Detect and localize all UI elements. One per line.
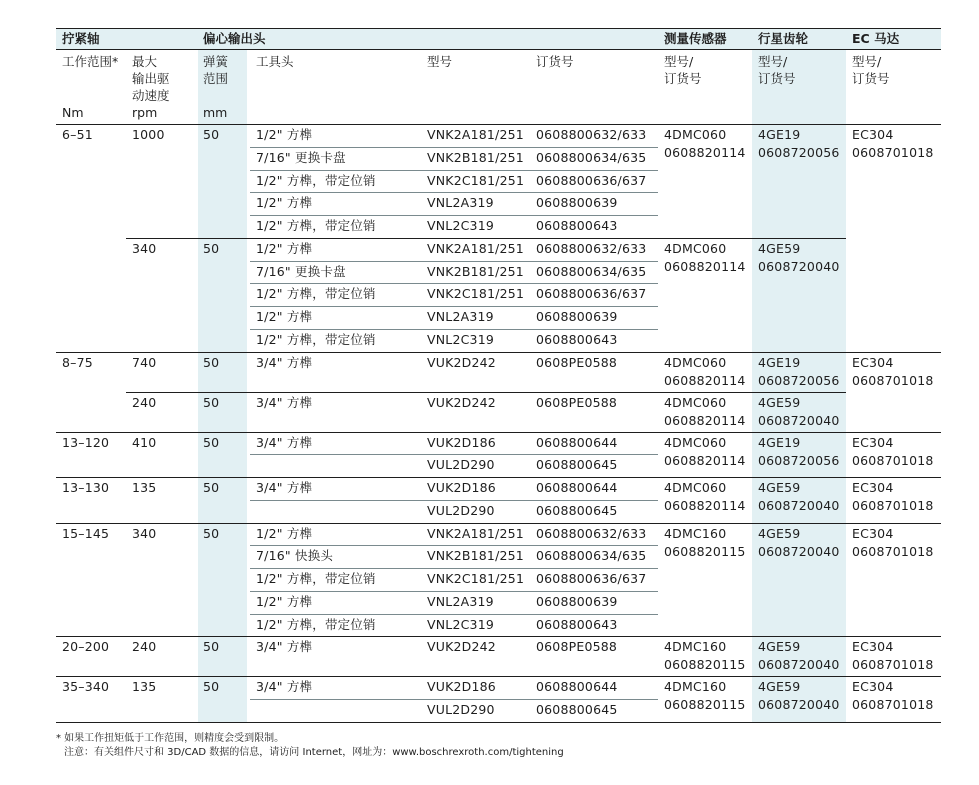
torque-range-cell: 15–145 xyxy=(62,525,110,541)
column-label: 工作范围* xyxy=(62,54,119,69)
sensor-model-cell: 4DMC060 xyxy=(664,240,727,256)
column-label: 最大 输出驱 动速度 xyxy=(132,54,170,103)
group-title: 拧紧轴 xyxy=(62,31,100,46)
gear-order-cell: 0608720056 xyxy=(758,452,840,468)
column-label: 弹簧 范围 xyxy=(203,54,229,86)
model-cell: VUK2D242 xyxy=(427,639,496,655)
sensor-order-cell: 0608820114 xyxy=(664,145,746,160)
tool-head-cell: 1/2" 方榫 xyxy=(256,525,313,541)
row-group-rule xyxy=(56,477,941,478)
sub-row-rule xyxy=(250,614,658,615)
order-number-cell: 0608800632/633 xyxy=(536,525,647,541)
gear-model-cell: 4GE59 xyxy=(758,480,801,495)
order-number-cell: 0608800645 xyxy=(536,502,618,518)
gear-order-cell: 0608720040 xyxy=(758,498,840,513)
column-header-rule xyxy=(56,124,941,125)
column-unit: rpm xyxy=(132,105,158,120)
sub-row-rule xyxy=(250,215,658,216)
gear-model-cell: 4GE59 xyxy=(758,679,801,695)
order-number-cell: 0608800634/635 xyxy=(536,548,647,564)
tool-head-cell: 1/2" 方榫 xyxy=(256,195,313,211)
model-cell: VUK2D242 xyxy=(427,394,496,410)
group-title: EC 马达 xyxy=(852,31,900,46)
order-number-cell: 0608800644 xyxy=(536,480,618,495)
torque-range-cell: 13–120 xyxy=(62,434,110,450)
column-label: 订货号 xyxy=(536,54,574,69)
sensor-model-cell: 4DMC060 xyxy=(664,480,727,495)
speed-cell: 240 xyxy=(132,639,157,655)
sensor-order-cell: 0608820114 xyxy=(664,498,746,513)
tool-head-cell: 1/2" 方榫 xyxy=(256,240,313,256)
sensor-order-cell: 0608820114 xyxy=(664,412,746,428)
row-group-rule xyxy=(56,523,941,524)
row-group-rule xyxy=(56,432,941,433)
group-title: 测量传感器 xyxy=(664,31,727,46)
order-number-cell: 0608800636/637 xyxy=(536,172,647,188)
tool-head-cell: 1/2" 方榫 xyxy=(256,309,313,324)
tool-head-cell: 3/4" 方榫 xyxy=(256,394,313,410)
model-cell: VNK2C181/251 xyxy=(427,286,525,302)
gear-model-cell: 4GE59 xyxy=(758,394,801,410)
gear-order-cell: 0608720040 xyxy=(758,657,840,673)
motor-order-cell: 0608701018 xyxy=(852,498,934,513)
tool-head-cell: 3/4" 方榫 xyxy=(256,639,313,655)
tool-head-cell: 1/2" 方榫，带定位销 xyxy=(256,616,376,632)
sub-row-rule xyxy=(250,500,658,501)
model-cell: VNL2A319 xyxy=(427,195,494,211)
order-number-cell: 0608800636/637 xyxy=(536,571,647,586)
model-cell: VNK2A181/251 xyxy=(427,240,524,256)
order-number-cell: 0608800643 xyxy=(536,331,618,347)
sensor-order-cell: 0608820115 xyxy=(664,657,746,673)
order-number-cell: 0608800644 xyxy=(536,434,618,450)
order-number-cell: 0608800644 xyxy=(536,679,618,695)
sensor-order-cell: 0608820115 xyxy=(664,543,746,559)
speed-cell: 340 xyxy=(132,525,157,541)
gear-model-cell: 4GE19 xyxy=(758,354,801,370)
order-number-cell: 0608800645 xyxy=(536,702,618,717)
gear-model-cell: 4GE19 xyxy=(758,434,801,450)
tool-head-cell: 7/16" 快换头 xyxy=(256,548,334,564)
table-bottom-rule xyxy=(56,722,941,723)
spring-cell: 50 xyxy=(203,240,220,256)
sensor-model-cell: 4DMC160 xyxy=(664,639,727,655)
order-number-cell: 0608800643 xyxy=(536,616,618,632)
speed-cell: 135 xyxy=(132,679,157,695)
order-number-cell: 0608800632/633 xyxy=(536,127,647,142)
model-cell: VUL2D290 xyxy=(427,702,495,717)
tool-head-cell: 1/2" 方榫，带定位销 xyxy=(256,172,376,188)
column-label: 型号/ 订货号 xyxy=(852,54,890,86)
tool-head-cell: 3/4" 方榫 xyxy=(256,354,313,370)
spring-cell: 50 xyxy=(203,394,220,410)
motor-order-cell: 0608701018 xyxy=(852,145,934,160)
torque-range-cell: 20–200 xyxy=(62,639,110,655)
order-number-cell: 0608800632/633 xyxy=(536,240,647,256)
table-top-rule xyxy=(56,28,941,29)
spring-cell: 50 xyxy=(203,639,220,655)
sensor-order-cell: 0608820114 xyxy=(664,372,746,388)
sub-row-rule xyxy=(250,545,658,546)
speed-cell: 340 xyxy=(132,240,157,256)
model-cell: VNL2A319 xyxy=(427,593,494,609)
motor-model-cell: EC304 xyxy=(852,434,894,450)
column-label: 工具头 xyxy=(256,54,294,69)
motor-order-cell: 0608701018 xyxy=(852,657,934,673)
motor-model-cell: EC304 xyxy=(852,679,894,695)
sub-row-rule xyxy=(250,568,658,569)
speed-cell: 740 xyxy=(132,354,157,370)
model-cell: VUK2D186 xyxy=(427,480,496,495)
spring-cell: 50 xyxy=(203,354,220,370)
column-label: 型号/ 订货号 xyxy=(758,54,796,86)
tool-head-cell: 1/2" 方榫 xyxy=(256,127,313,142)
model-cell: VNL2A319 xyxy=(427,309,494,324)
model-cell: VNL2C319 xyxy=(427,218,495,233)
motor-model-cell: EC304 xyxy=(852,639,894,655)
row-group-rule xyxy=(56,636,941,637)
column-label: 型号/ 订货号 xyxy=(664,54,702,86)
sub-row-rule xyxy=(250,283,658,284)
order-number-cell: 0608800643 xyxy=(536,218,618,233)
torque-range-cell: 35–340 xyxy=(62,679,110,695)
tool-head-cell: 7/16" 更换卡盘 xyxy=(256,263,346,279)
column-unit: Nm xyxy=(62,105,84,120)
gear-model-cell: 4GE19 xyxy=(758,127,801,142)
order-number-cell: 0608800639 xyxy=(536,195,618,211)
motor-order-cell: 0608701018 xyxy=(852,372,934,388)
group-title: 偏心输出头 xyxy=(203,31,266,46)
column-label: 型号 xyxy=(427,54,453,69)
group-title: 行星齿轮 xyxy=(758,31,809,46)
gear-model-cell: 4GE59 xyxy=(758,639,801,655)
sensor-model-cell: 4DMC060 xyxy=(664,354,727,370)
gear-order-cell: 0608720056 xyxy=(758,372,840,388)
gear-order-cell: 0608720040 xyxy=(758,258,840,274)
order-number-cell: 0608PE0588 xyxy=(536,394,618,410)
spring-cell: 50 xyxy=(203,525,220,541)
spring-cell: 50 xyxy=(203,480,220,495)
spring-cell: 50 xyxy=(203,679,220,695)
model-cell: VNK2A181/251 xyxy=(427,525,524,541)
row-group-rule xyxy=(56,676,941,677)
model-cell: VUL2D290 xyxy=(427,502,495,518)
speed-cell: 1000 xyxy=(132,127,165,142)
sensor-model-cell: 4DMC060 xyxy=(664,434,727,450)
model-cell: VUK2D242 xyxy=(427,354,496,370)
sensor-order-cell: 0608820114 xyxy=(664,258,746,274)
sub-row-rule xyxy=(250,192,658,193)
torque-range-cell: 8–75 xyxy=(62,354,93,370)
order-number-cell: 0608800639 xyxy=(536,593,618,609)
motor-model-cell: EC304 xyxy=(852,354,894,370)
sub-row-rule xyxy=(250,170,658,171)
model-cell: VNK2B181/251 xyxy=(427,149,524,165)
motor-model-cell: EC304 xyxy=(852,480,894,495)
tool-head-cell: 1/2" 方榫，带定位销 xyxy=(256,286,376,302)
tool-head-cell: 3/4" 方榫 xyxy=(256,434,313,450)
gear-order-cell: 0608720040 xyxy=(758,543,840,559)
motor-model-cell: EC304 xyxy=(852,127,894,142)
tool-head-cell: 1/2" 方榫，带定位销 xyxy=(256,331,376,347)
sensor-model-cell: 4DMC060 xyxy=(664,127,727,142)
sub-row-rule xyxy=(250,329,658,330)
sub-row-rule xyxy=(250,454,658,455)
model-cell: VNK2C181/251 xyxy=(427,571,525,586)
tool-head-cell: 1/2" 方榫，带定位销 xyxy=(256,571,376,586)
row-rule xyxy=(126,392,846,393)
order-number-cell: 0608800634/635 xyxy=(536,263,647,279)
order-number-cell: 0608800634/635 xyxy=(536,149,647,165)
model-cell: VUK2D186 xyxy=(427,679,496,695)
spring-cell: 50 xyxy=(203,127,220,142)
sensor-model-cell: 4DMC060 xyxy=(664,394,727,410)
row-rule xyxy=(126,238,846,239)
order-number-cell: 0608800645 xyxy=(536,457,618,473)
footnote-cad-link: 注意：有关组件尺寸和 3D/CAD 数据的信息，请访问 Internet，网址为：www.boschrexroth.com/tightening xyxy=(64,746,564,758)
tool-head-cell: 1/2" 方榫 xyxy=(256,593,313,609)
torque-range-cell: 13–130 xyxy=(62,480,110,495)
sub-row-rule xyxy=(250,306,658,307)
model-cell: VNK2B181/251 xyxy=(427,548,524,564)
model-cell: VNK2A181/251 xyxy=(427,127,524,142)
motor-order-cell: 0608701018 xyxy=(852,452,934,468)
order-number-cell: 0608PE0588 xyxy=(536,639,618,655)
torque-range-cell: 6–51 xyxy=(62,127,93,142)
model-cell: VUL2D290 xyxy=(427,457,495,473)
sensor-order-cell: 0608820114 xyxy=(664,452,746,468)
tool-head-cell: 1/2" 方榫，带定位销 xyxy=(256,218,376,233)
sensor-model-cell: 4DMC160 xyxy=(664,679,727,695)
row-group-rule xyxy=(56,352,941,353)
gear-model-cell: 4GE59 xyxy=(758,525,801,541)
gear-order-cell: 0608720040 xyxy=(758,412,840,428)
gear-order-cell: 0608720040 xyxy=(758,697,840,713)
order-number-cell: 0608PE0588 xyxy=(536,354,618,370)
tool-head-cell: 7/16" 更换卡盘 xyxy=(256,149,346,165)
model-cell: VNK2C181/251 xyxy=(427,172,525,188)
sub-row-rule xyxy=(250,591,658,592)
motor-order-cell: 0608701018 xyxy=(852,697,934,713)
footnote-accuracy: * 如果工作扭矩低于工作范围，则精度会受到限制。 xyxy=(56,732,285,744)
model-cell: VNK2B181/251 xyxy=(427,263,524,279)
speed-cell: 135 xyxy=(132,480,157,495)
group-header-band xyxy=(56,28,941,49)
sub-row-rule xyxy=(250,261,658,262)
gear-order-cell: 0608720056 xyxy=(758,145,840,160)
order-number-cell: 0608800639 xyxy=(536,309,618,324)
sensor-model-cell: 4DMC160 xyxy=(664,525,727,541)
tool-head-cell: 3/4" 方榫 xyxy=(256,679,313,695)
group-header-rule xyxy=(56,49,941,50)
gear-model-cell: 4GE59 xyxy=(758,240,801,256)
sub-row-rule xyxy=(250,147,658,148)
speed-cell: 240 xyxy=(132,394,157,410)
motor-model-cell: EC304 xyxy=(852,525,894,541)
model-cell: VUK2D186 xyxy=(427,434,496,450)
sensor-order-cell: 0608820115 xyxy=(664,697,746,713)
tool-head-cell: 3/4" 方榫 xyxy=(256,480,313,495)
motor-order-cell: 0608701018 xyxy=(852,543,934,559)
model-cell: VNL2C319 xyxy=(427,331,495,347)
order-number-cell: 0608800636/637 xyxy=(536,286,647,302)
column-unit: mm xyxy=(203,105,228,120)
spring-cell: 50 xyxy=(203,434,220,450)
speed-cell: 410 xyxy=(132,434,157,450)
sub-row-rule xyxy=(250,699,658,700)
model-cell: VNL2C319 xyxy=(427,616,495,632)
